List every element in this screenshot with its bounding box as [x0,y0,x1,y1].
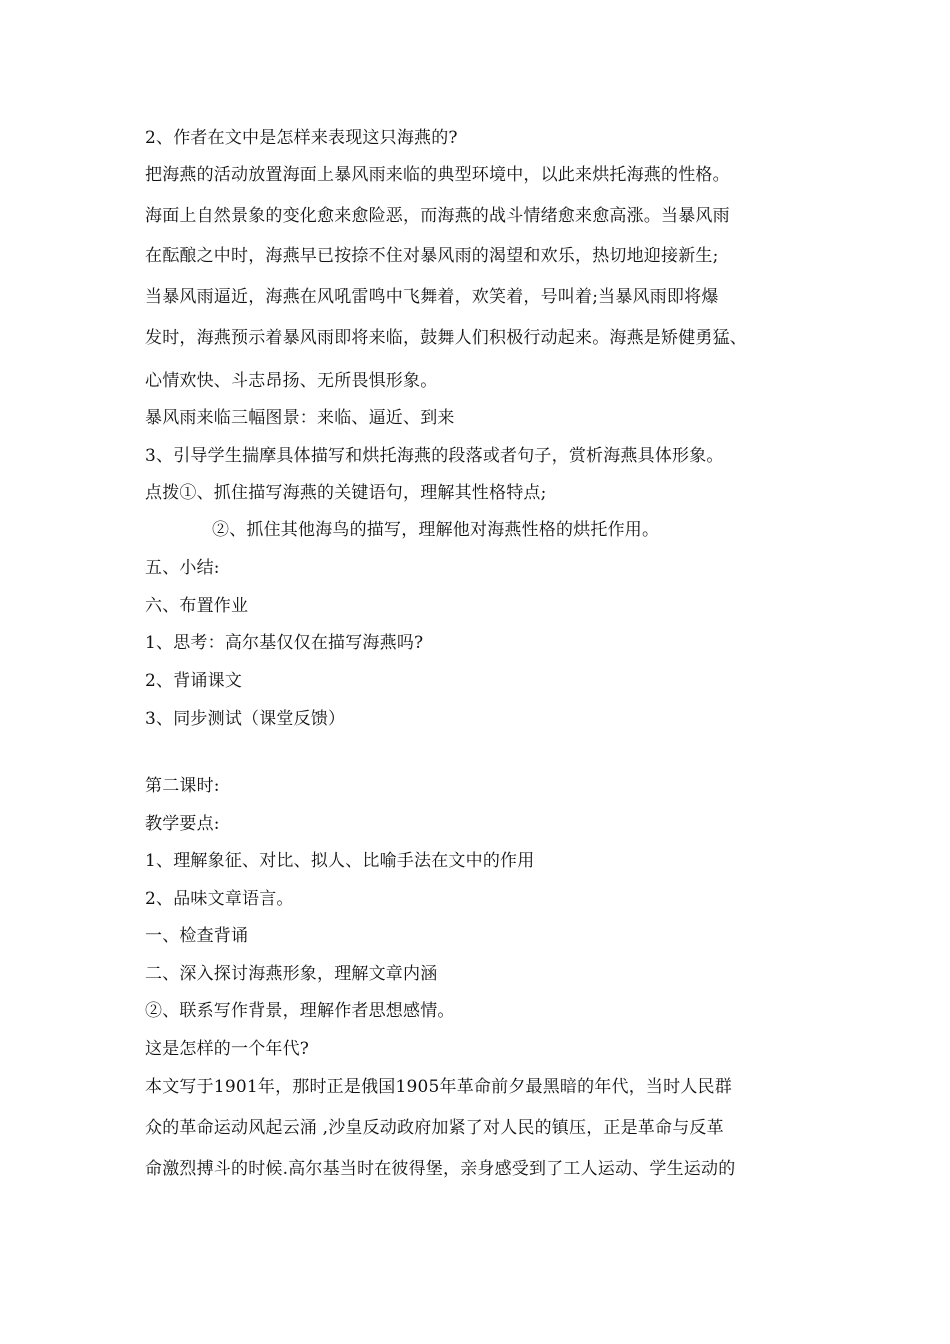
list-item: 1、理解象征、对比、拟人、比喻手法在文中的作用 [145,851,535,871]
question: 这是怎样的一个年代? [145,1039,310,1059]
list-item: 2、背诵课文 [145,671,243,691]
list-item: 2、品味文章语言。 [145,889,294,909]
hint-2: ②、抓住其他海鸟的描写，理解他对海燕性格的烘托作用。 [212,520,660,540]
hint-1: 点拨①、抓住描写海燕的关键语句，理解其性格特点; [145,483,547,503]
list-item: ②、联系写作背景，理解作者思想感情。 [145,1001,455,1021]
paragraph-line: 暴风雨来临三幅图景：来临、逼近、到来 [145,408,455,428]
question-3: 3、引导学生揣摩具体描写和烘托海燕的段落或者句子，赏析海燕具体形象。 [145,446,724,466]
paragraph-line: 众的革命运动风起云涌 ,沙皇反动政府加紧了对人民的镇压，正是革命与反革 [145,1118,724,1138]
section-heading: 六、布置作业 [145,596,249,616]
section-heading: 二、深入探讨海燕形象，理解文章内涵 [145,964,438,984]
lesson-heading: 第二课时: [145,776,220,796]
paragraph-line: 当暴风雨逼近，海燕在风吼雷鸣中飞舞着，欢笑着，号叫着;当暴风雨即将爆 [145,287,719,307]
paragraph-line: 在酝酿之中时，海燕早已按捺不住对暴风雨的渴望和欢乐，热切地迎接新生; [145,246,719,266]
list-item: 3、同步测试（课堂反馈） [145,709,346,729]
paragraph-line: 本文写于1901年，那时正是俄国1905年革命前夕最黑暗的年代，当时人民群 [145,1077,732,1097]
section-heading: 教学要点: [145,814,220,834]
paragraph-line: 心情欢快、斗志昂扬、无所畏惧形象。 [145,371,438,391]
section-heading: 一、检查背诵 [145,926,249,946]
section-heading: 五、小结: [145,558,220,578]
paragraph-line: 发时，海燕预示着暴风雨即将来临，鼓舞人们积极行动起来。海燕是矫健勇猛、 [145,328,747,348]
paragraph-line: 命激烈搏斗的时候.高尔基当时在彼得堡，亲身感受到了工人运动、学生运动的 [145,1159,736,1179]
question-2: 2、作者在文中是怎样来表现这只海燕的? [145,128,458,148]
paragraph-line: 把海燕的活动放置海面上暴风雨来临的典型环境中，以此来烘托海燕的性格。 [145,165,730,185]
list-item: 1、思考：高尔基仅仅在描写海燕吗? [145,633,424,653]
paragraph-line: 海面上自然景象的变化愈来愈险恶，而海燕的战斗情绪愈来愈高涨。当暴风雨 [145,206,730,226]
